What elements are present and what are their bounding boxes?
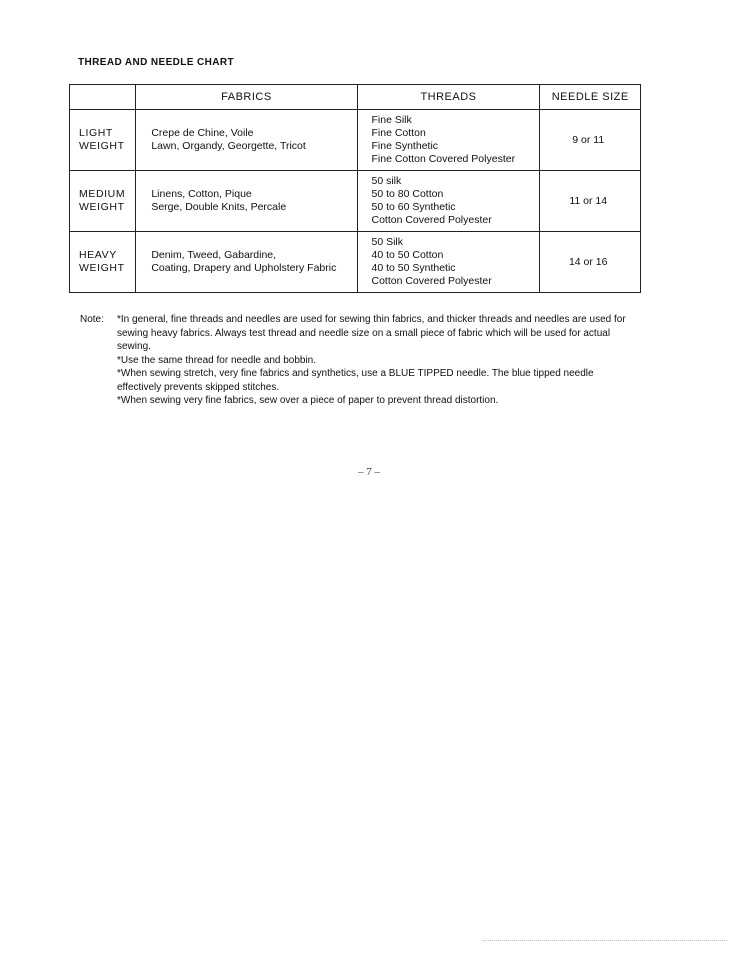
- thread-line: 50 to 80 Cotton: [371, 188, 444, 200]
- thread-line: Fine Cotton: [371, 127, 426, 139]
- table-row: [70, 232, 641, 293]
- thread-line: Cotton Covered Polyester: [371, 275, 492, 287]
- header-needle-size: NEEDLE SIZE: [540, 85, 641, 110]
- thread-line: 40 to 50 Synthetic: [371, 262, 456, 274]
- weight-cell: [70, 232, 136, 293]
- bottom-divider: [483, 940, 727, 941]
- thread-line: Fine Silk: [371, 114, 412, 126]
- threads-cell: [357, 171, 540, 232]
- chart-title: THREAD AND NEEDLE CHART: [78, 57, 235, 68]
- weight-cell: [70, 110, 136, 171]
- note-item: *When sewing stretch, very fine fabrics and synthetics, use a BLUE TIPPED needle. The blue tipped needle effectively prevents skipped stitches.: [117, 368, 594, 393]
- fabric-line: Lawn, Organdy, Georgette, Tricot: [151, 140, 306, 152]
- note-body: [117, 313, 640, 408]
- fabrics-cell: [136, 110, 357, 171]
- needle-size-cell: 11 or 14: [540, 171, 641, 232]
- threads-cell: [357, 232, 540, 293]
- thread-line: Fine Cotton Covered Polyester: [371, 153, 516, 165]
- header-weight: [70, 85, 136, 110]
- needle-size-cell: 14 or 16: [540, 232, 641, 293]
- fabric-line: Linens, Cotton, Pique: [151, 188, 252, 200]
- thread-line: 50 Silk: [371, 236, 404, 248]
- needle-size-cell: 9 or 11: [540, 110, 641, 171]
- note-item: *In general, fine threads and needles are used for sewing thin fabrics, and thicker threads and needles are used for sewing heavy fabrics. Always test thread and needle size on a small piece of fabric which will be used for actual sewing.: [117, 314, 626, 352]
- table-header-row: [70, 85, 641, 110]
- note-item: *When sewing very fine fabrics, sew over a piece of paper to prevent thread distortion.: [117, 395, 499, 406]
- thread-line: 50 silk: [371, 175, 402, 187]
- weight-cell: [70, 171, 136, 232]
- fabrics-cell: [136, 171, 357, 232]
- weight-line: LIGHT: [79, 127, 113, 139]
- weight-line: WEIGHT: [79, 262, 125, 274]
- weight-line: WEIGHT: [79, 201, 125, 213]
- thread-line: Cotton Covered Polyester: [371, 214, 492, 226]
- weight-line: HEAVY: [79, 249, 117, 261]
- header-fabrics: FABRICS: [136, 85, 357, 110]
- thread-line: 50 to 60 Synthetic: [371, 201, 456, 213]
- fabric-line: Crepe de Chine, Voile: [151, 127, 254, 139]
- fabrics-cell: [136, 232, 357, 293]
- note-item: *Use the same thread for needle and bobbin.: [117, 354, 317, 366]
- table-row: [70, 110, 641, 171]
- thread-needle-table: [69, 84, 641, 293]
- note-section: [80, 313, 640, 408]
- weight-line: WEIGHT: [79, 140, 125, 152]
- header-threads: THREADS: [357, 85, 540, 110]
- thread-line: Fine Synthetic: [371, 140, 439, 152]
- fabric-line: Denim, Tweed, Gabardine,: [151, 249, 277, 261]
- table-row: [70, 171, 641, 232]
- fabric-line: Serge, Double Knits, Percale: [151, 201, 287, 213]
- note-label: Note:: [80, 314, 104, 325]
- thread-line: 40 to 50 Cotton: [371, 249, 444, 261]
- page-number: – 7 –: [358, 466, 380, 478]
- weight-line: MEDIUM: [79, 188, 126, 200]
- fabric-line: Coating, Drapery and Upholstery Fabric: [151, 262, 337, 274]
- threads-cell: [357, 110, 540, 171]
